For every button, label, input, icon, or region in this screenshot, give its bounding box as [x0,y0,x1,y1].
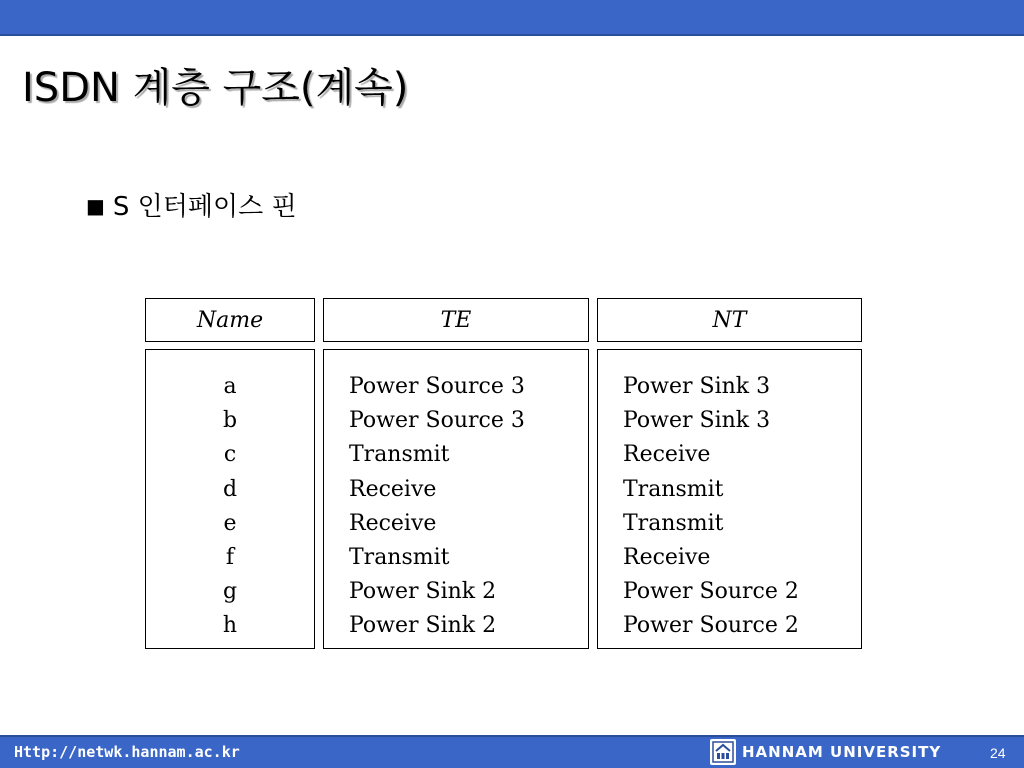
nt-function: Power Sink 3 [623,408,771,434]
te-function: Receive [349,476,437,502]
header-te: TE [323,298,589,342]
nt-function: Transmit [623,476,724,502]
te-function: Power Sink 2 [349,579,497,605]
university-name: HANNAM UNIVERSITY [742,743,942,761]
te-column [323,349,589,649]
te-function: Power Source 3 [349,374,525,399]
page-number: 24 [990,745,1006,761]
nt-column [597,349,862,649]
bullet-square-icon: ■ [86,194,105,218]
slide-title: ISDN 계층 구조(계속) [22,65,409,111]
pin-name: e [223,510,237,536]
footer-bar [0,735,1024,768]
footer-url-link[interactable]: Http://netwk.hannam.ac.kr [14,743,240,761]
top-divider [0,34,1024,36]
nt-function: Power Source 2 [623,613,799,639]
te-function: Receive [349,510,437,536]
nt-function: Power Sink 3 [623,374,771,399]
te-function: Power Source 3 [349,408,525,434]
te-function: Transmit [349,545,450,571]
header-name: Name [145,298,315,342]
top-band [0,0,1024,34]
nt-function: Power Source 2 [623,579,799,605]
pin-name: b [222,408,238,434]
pin-name: a [223,374,237,399]
pin-name: g [222,579,238,605]
te-function: Power Sink 2 [349,613,497,639]
pin-name: h [222,613,238,639]
pin-name: f [225,545,235,571]
te-function: Transmit [349,442,450,468]
header-nt: NT [597,298,862,342]
nt-function: Receive [623,545,711,571]
name-column [145,349,315,649]
nt-function: Transmit [623,510,724,536]
pin-name: d [222,476,238,502]
bullet-item [86,186,297,223]
bullet-text: S 인터페이스 핀 [112,192,297,222]
pin-name: c [223,442,237,468]
nt-function: Receive [623,442,711,468]
hannam-logo-icon [710,739,736,765]
